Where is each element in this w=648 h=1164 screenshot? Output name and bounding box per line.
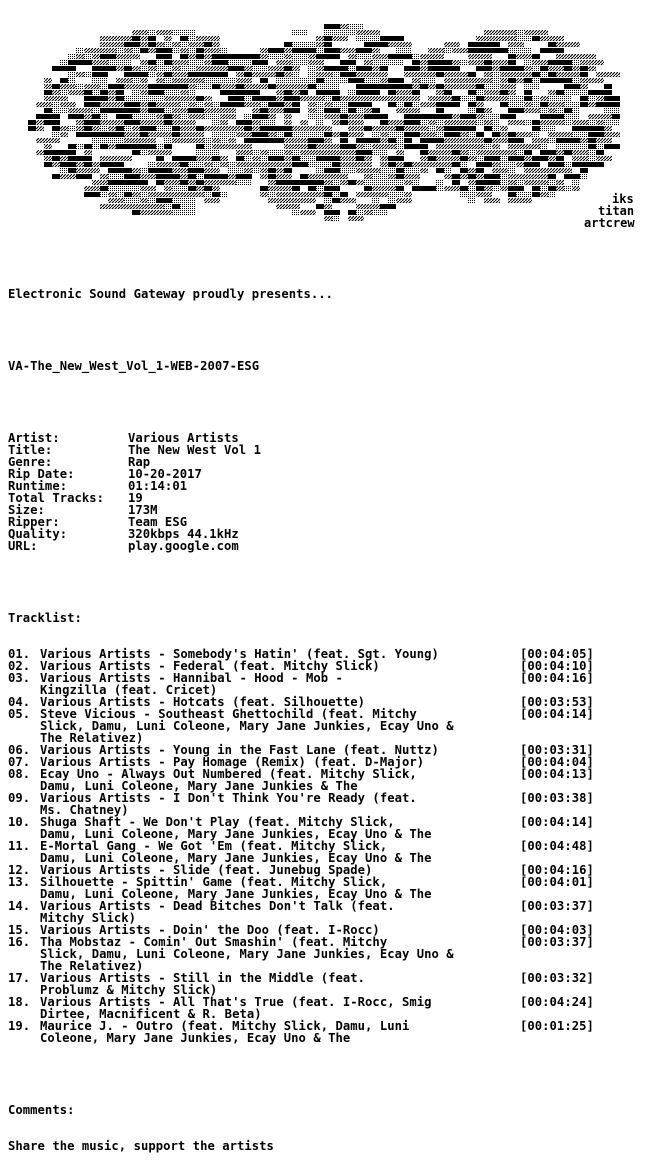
track-number: 05.	[8, 707, 31, 721]
track-entry	[8, 672, 594, 696]
track-title-line: Ms. Chatney)	[40, 803, 129, 817]
art-block	[596, 78, 604, 83]
art-block	[612, 108, 620, 113]
track-duration: [00:01:25]	[520, 1019, 594, 1033]
track-title-line: E-Mortal Gang - We Got 'Em (feat. Mitchy Slick,	[40, 839, 388, 853]
track-entry	[8, 876, 594, 900]
meta-row	[8, 516, 594, 528]
track-number: 17.	[8, 971, 31, 985]
track-duration: [00:04:10]	[520, 659, 594, 673]
meta-row	[8, 540, 594, 552]
track-title-line: Problumz & Mitchy Slick)	[40, 983, 218, 997]
art-block	[596, 150, 604, 155]
track-entry	[8, 1020, 594, 1044]
track-title-line: Shuga Shaft - We Don't Play (feat. Mitchy Slick,	[40, 815, 395, 829]
track-duration: [00:04:16]	[520, 863, 594, 877]
track-number: 13.	[8, 875, 31, 889]
art-block	[596, 72, 620, 77]
track-title-line: Various Artists - Slide (feat. Junebug Spade)	[40, 863, 373, 877]
art-block	[604, 84, 612, 89]
meta-value: Rap	[128, 455, 151, 469]
meta-label: Size:	[8, 503, 45, 517]
art-block	[596, 132, 604, 137]
track-number: 06.	[8, 743, 31, 757]
track-duration: [00:04:14]	[520, 815, 594, 829]
art-block	[596, 90, 612, 95]
track-duration: [00:03:38]	[520, 791, 594, 805]
art-block	[604, 102, 620, 107]
track-title-line: Various Artists - Young in the Fast Lane (feat. Nuttz)	[40, 743, 439, 757]
art-block	[596, 96, 604, 101]
meta-value: 01:14:01	[128, 479, 188, 493]
release-name: VA-The_New_West_Vol_1-WEB-2007-ESG	[8, 359, 260, 373]
meta-label: Genre:	[8, 455, 53, 469]
track-number: 10.	[8, 815, 31, 829]
track-duration: [00:03:37]	[520, 899, 594, 913]
track-title-line: Damu, Luni Coleone, Mary Jane Junkies & The	[40, 779, 358, 793]
art-credit-titan: titan	[598, 204, 635, 218]
track-number: 02.	[8, 659, 31, 673]
track-number: 12.	[8, 863, 31, 877]
track-entry	[8, 996, 594, 1020]
track-entry	[8, 936, 594, 972]
art-block	[604, 96, 620, 101]
track-number: 01.	[8, 647, 31, 661]
track-duration: [00:03:37]	[520, 935, 594, 949]
tracklist-header: Tracklist:	[8, 611, 82, 625]
meta-value: 173M	[128, 503, 158, 517]
track-title-line: Various Artists - Dead Bitches Don't Talk (feat.	[40, 899, 395, 913]
track-duration: [00:03:32]	[520, 971, 594, 985]
track-title-line: Various Artists - Federal (feat. Mitchy Slick)	[40, 659, 380, 673]
track-entry	[8, 924, 594, 936]
art-block	[596, 138, 612, 143]
meta-row	[8, 468, 594, 480]
meta-value: 10-20-2017	[128, 467, 202, 481]
intro-line: Electronic Sound Gateway proudly presents...	[8, 287, 334, 301]
meta-row	[8, 432, 594, 444]
meta-value: Various Artists	[128, 431, 239, 445]
track-number: 16.	[8, 935, 31, 949]
meta-value: The New West Vol 1	[128, 443, 261, 457]
track-number: 03.	[8, 671, 31, 685]
track-duration: [00:04:24]	[520, 995, 594, 1009]
art-block	[604, 120, 620, 125]
track-title-line: Various Artists - Hannibal - Hood - Mob -	[40, 671, 343, 685]
meta-row	[8, 444, 594, 456]
meta-value: play.google.com	[128, 539, 239, 553]
track-title-line: Mitchy Slick)	[40, 911, 137, 925]
track-title-line: Steve Vicious - Southeast Ghettochild (feat. Mitchy	[40, 707, 417, 721]
track-number: 07.	[8, 755, 31, 769]
track-entry	[8, 840, 594, 864]
nfo-document	[8, 0, 594, 1164]
track-title-line: Slick, Damu, Luni Coleone, Mary Jane Junkies, Ecay Uno &	[40, 719, 454, 733]
track-duration: [00:04:05]	[520, 647, 594, 661]
track-duration: [00:04:48]	[520, 839, 594, 853]
art-credit-artcrew: artcrew	[584, 216, 635, 230]
track-number: 09.	[8, 791, 31, 805]
art-block	[596, 156, 612, 161]
track-title-line: Damu, Luni Coleone, Mary Jane Junkies, Ecay Uno & The	[40, 827, 432, 841]
art-block	[604, 132, 620, 137]
meta-label: Total Tracks:	[8, 491, 105, 505]
track-title-line: Various Artists - Doin' the Doo (feat. I-Rocc)	[40, 923, 380, 937]
track-number: 11.	[8, 839, 31, 853]
track-entry	[8, 972, 594, 996]
track-duration: [00:03:53]	[520, 695, 594, 709]
track-number: 14.	[8, 899, 31, 913]
meta-label: Title:	[8, 443, 53, 457]
art-block	[604, 144, 620, 149]
meta-label: Rip Date:	[8, 467, 75, 481]
meta-label: Runtime:	[8, 479, 68, 493]
meta-value: 320kbps 44.1kHz	[128, 527, 239, 541]
tracklist	[8, 648, 594, 1044]
track-duration: [00:04:04]	[520, 755, 594, 769]
track-title-line: Tha Mobstaz - Comin' Out Smashin' (feat. Mitchy	[40, 935, 388, 949]
track-title-line: Damu, Luni Coleone, Mary Jane Junkies, Ecay Uno & The	[40, 851, 432, 865]
comments-header: Comments:	[8, 1103, 75, 1117]
meta-row	[8, 456, 594, 468]
track-duration: [00:04:01]	[520, 875, 594, 889]
meta-value: 19	[128, 491, 143, 505]
track-title-line: Various Artists - Somebody's Hatin' (feat. Sgt. Young)	[40, 647, 439, 661]
track-number: 15.	[8, 923, 31, 937]
track-title-line: Maurice J. - Outro (feat. Mitchy Slick, Damu, Luni	[40, 1019, 410, 1033]
track-entry	[8, 792, 594, 816]
track-duration: [00:04:16]	[520, 671, 594, 685]
art-block	[604, 126, 612, 131]
meta-row	[8, 492, 594, 504]
meta-label: Ripper:	[8, 515, 60, 529]
track-title-line: Various Artists - Still in the Middle (feat.	[40, 971, 366, 985]
track-number: 04.	[8, 695, 31, 709]
track-title-line: Kingzilla (feat. Cricet)	[40, 683, 218, 697]
track-title-line: Various Artists - I Don't Think You're Ready (feat.	[40, 791, 417, 805]
track-title-line: Dirtee, Macnificent & R. Beta)	[40, 1007, 262, 1021]
track-title-line: Ecay Uno - Always Out Numbered (feat. Mitchy Slick,	[40, 767, 417, 781]
track-duration: [00:04:03]	[520, 923, 594, 937]
track-title-line: Various Artists - Hotcats (feat. Silhouette)	[40, 695, 366, 709]
meta-value: Team ESG	[128, 515, 188, 529]
meta-label: URL:	[8, 539, 38, 553]
track-number: 19.	[8, 1019, 31, 1033]
meta-label: Artist:	[8, 431, 60, 445]
track-duration: [00:04:14]	[520, 707, 594, 721]
track-entry	[8, 708, 594, 744]
track-entry	[8, 816, 594, 840]
track-duration: [00:03:31]	[520, 743, 594, 757]
track-title-line: Damu, Luni Coleone, Mary Jane Junkies, Ecay Uno & The	[40, 887, 432, 901]
art-block	[604, 114, 612, 119]
track-title-line: The Relativez)	[40, 959, 144, 973]
meta-label: Quality:	[8, 527, 68, 541]
release-info	[8, 432, 594, 552]
track-title-line: Various Artists - All That's True (feat. I-Rocc, Smig	[40, 995, 432, 1009]
track-entry	[8, 768, 594, 792]
art-credit-iks: iks	[612, 192, 634, 206]
track-title-line: Silhouette - Spittin' Game (feat. Mitchy Slick,	[40, 875, 388, 889]
comments-text: Share the music, support the artists	[8, 1139, 274, 1153]
track-duration: [00:04:13]	[520, 767, 594, 781]
track-title-line: The Relativez)	[40, 731, 144, 745]
track-title-line: Slick, Damu, Luni Coleone, Mary Jane Junkies, Ecay Uno &	[40, 947, 454, 961]
track-title-line: Various Artists - Pay Homage (Remix) (feat. D-Major)	[40, 755, 425, 769]
track-number: 08.	[8, 767, 31, 781]
track-title-line: Coleone, Mary Jane Junkies, Ecay Uno & The	[40, 1031, 351, 1045]
meta-row	[8, 528, 594, 540]
track-number: 18.	[8, 995, 31, 1009]
meta-row	[8, 504, 594, 516]
track-entry	[8, 900, 594, 924]
art-block	[612, 114, 620, 119]
